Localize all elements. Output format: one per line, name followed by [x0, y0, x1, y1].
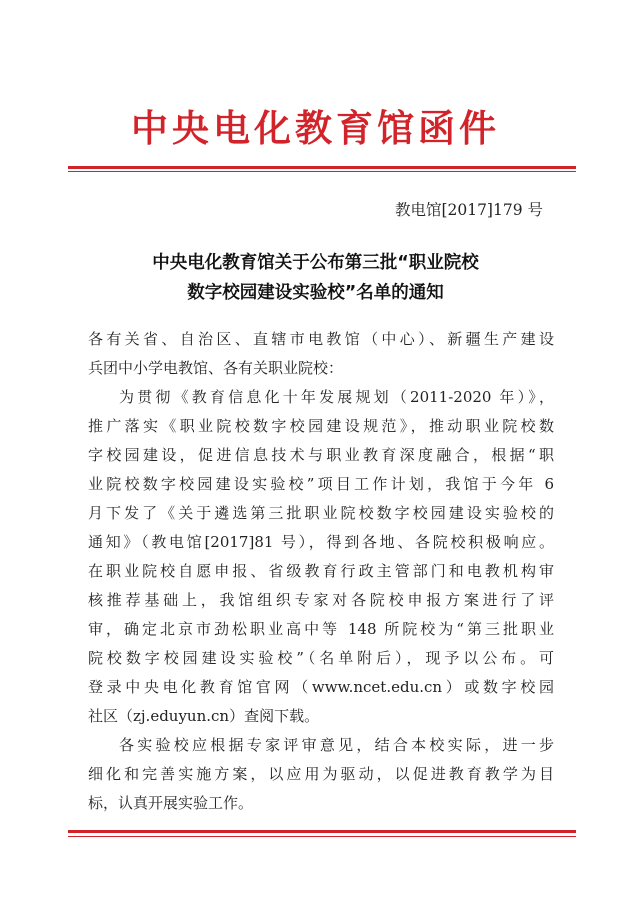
- paragraph-1-line: 月下发了《关于遴选第三批职业院校数字校园建设实验校的: [88, 504, 554, 522]
- bottom-red-rule-thick: [68, 830, 576, 833]
- paragraph-1-line: 字校园建设，促进信息技术与职业教育深度融合，根据“职: [88, 446, 554, 464]
- letterhead-title: 中央电化教育馆函件: [131, 106, 500, 150]
- paragraph-1-line: 登录中央电化教育馆官网（www.ncet.edu.cn）或数字校园: [88, 678, 554, 696]
- top-red-rule-thick: [68, 166, 576, 169]
- paragraph-1-line: 为贯彻《教育信息化十年发展规划（2011-2020 年）》，: [119, 388, 554, 406]
- document-number: 教电馆[2017]179 号: [394, 201, 543, 219]
- paragraph-1-line: 社区（zj.eduyun.cn）查阅下载。: [88, 707, 320, 725]
- notice-title-line-2: 数字校园建设实验校”名单的通知: [187, 283, 444, 303]
- paragraph-2-line: 标，认真开展实验工作。: [88, 794, 254, 812]
- salutation-line: 兵团中小学电教馆、各有关职业院校：: [88, 359, 344, 377]
- notice-title: [60, 248, 571, 308]
- top-red-rule-thin: [68, 171, 576, 172]
- paragraph-1-line: 在职业院校自愿申报、省级教育行政主管部门和电教机构审: [88, 562, 554, 580]
- notice-body: [88, 325, 554, 818]
- paragraph-1-line: 推广落实《职业院校数字校园建设规范》，推动职业院校数: [88, 417, 554, 435]
- paragraph-1-line: 业院校数字校园建设实验校”项目工作计划，我馆于今年 6: [88, 475, 554, 493]
- paragraph-1-line: 院校数字校园建设实验校”（名单附后），现予以公布。可: [88, 649, 554, 667]
- paragraph-1-line: 通知》（教电馆[2017]81 号），得到各地、各院校积极响应。: [88, 533, 554, 551]
- paragraph-1-line: 审，确定北京市劲松职业高中等 148 所院校为“第三批职业: [88, 620, 554, 638]
- salutation-line: 各有关省、自治区、直辖市电教馆（中心）、新疆生产建设: [88, 330, 554, 348]
- paragraph-2-line: 各实验校应根据专家评审意见，结合本校实际，进一步: [119, 736, 554, 754]
- paragraph-1-line: 核推荐基础上，我馆组织专家对各院校申报方案进行了评: [88, 591, 554, 609]
- paragraph-2-line: 细化和完善实施方案，以应用为驱动，以促进教育教学为目: [88, 765, 554, 783]
- notice-title-line-1: 中央电化教育馆关于公布第三批“职业院校: [152, 253, 479, 273]
- bottom-red-rule-thin: [68, 836, 576, 837]
